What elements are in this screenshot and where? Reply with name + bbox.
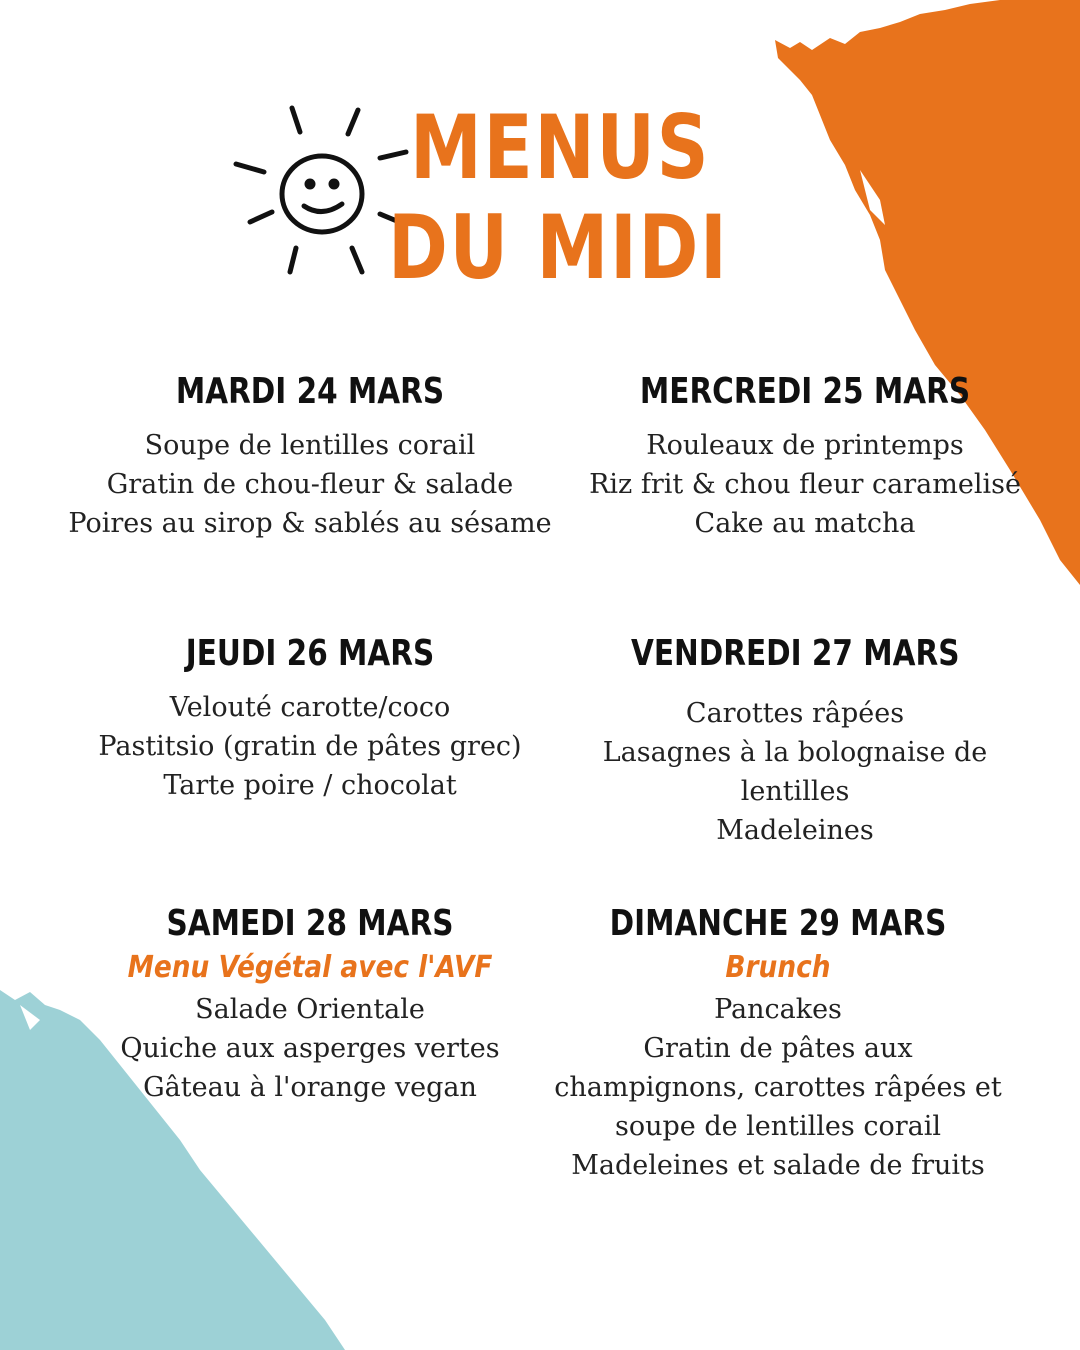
day-subtitle: Menu Végétal avec l'AVF — [127, 950, 493, 985]
dish-item: Pastitsio (gratin de pâtes grec) — [98, 731, 522, 762]
dish-item: Rouleaux de printemps — [646, 430, 964, 461]
dish-item: Carottes râpées — [685, 698, 905, 729]
title-block — [230, 96, 790, 300]
dish-list — [60, 688, 560, 805]
dish-item: Poires au sirop & sablés au sésame — [68, 508, 552, 539]
dish-list — [548, 990, 1008, 1185]
dish-item: Gratin de pâtes aux — [643, 1033, 913, 1064]
day-heading: DIMANCHE 29 MARS — [609, 903, 947, 944]
dish-item: Madeleines et salade de fruits — [571, 1150, 985, 1181]
day-heading: MERCREDI 25 MARS — [639, 371, 971, 412]
dish-item: Pancakes — [714, 994, 842, 1025]
day-subtitle: Brunch — [725, 950, 831, 985]
dish-item: Salade Orientale — [195, 994, 425, 1025]
dish-item: Cake au matcha — [694, 508, 916, 539]
dish-list — [60, 990, 560, 1107]
dish-item: soupe de lentilles corail — [614, 1111, 942, 1142]
day-menu-mercredi — [555, 370, 1055, 543]
title-line-1: MENUS — [410, 96, 711, 199]
dish-list — [595, 694, 995, 850]
day-menu-samedi — [60, 902, 560, 1107]
day-heading: VENDREDI 27 MARS — [631, 633, 960, 674]
dish-item: champignons, carottes râpées et — [554, 1072, 1002, 1103]
dish-item: Riz frit & chou fleur caramelisé — [589, 469, 1021, 500]
dish-item: Gratin de chou-fleur & salade — [106, 469, 514, 500]
day-heading: SAMEDI 28 MARS — [166, 903, 454, 944]
dish-item: Soupe de lentilles corail — [144, 430, 476, 461]
day-menu-vendredi — [595, 632, 995, 850]
day-menu-jeudi — [60, 632, 560, 805]
dish-item: Gâteau à l'orange vegan — [143, 1072, 477, 1103]
day-heading: MARDI 24 MARS — [175, 371, 445, 412]
dish-list — [60, 426, 560, 543]
dish-item: Velouté carotte/coco — [169, 692, 451, 723]
day-menu-mardi — [60, 370, 560, 543]
day-heading: JEUDI 26 MARS — [185, 633, 435, 674]
day-menu-dimanche — [548, 902, 1008, 1185]
title-line-2: DU MIDI — [388, 196, 729, 299]
dish-item: Quiche aux asperges vertes — [120, 1033, 500, 1064]
dish-item: Madeleines — [716, 815, 874, 846]
dish-item: Tarte poire / chocolat — [163, 770, 457, 801]
dish-item: lentilles — [740, 776, 850, 807]
dish-list — [555, 426, 1055, 543]
dish-item: Lasagnes à la bolognaise de — [602, 737, 988, 768]
sun-icon — [230, 100, 410, 280]
